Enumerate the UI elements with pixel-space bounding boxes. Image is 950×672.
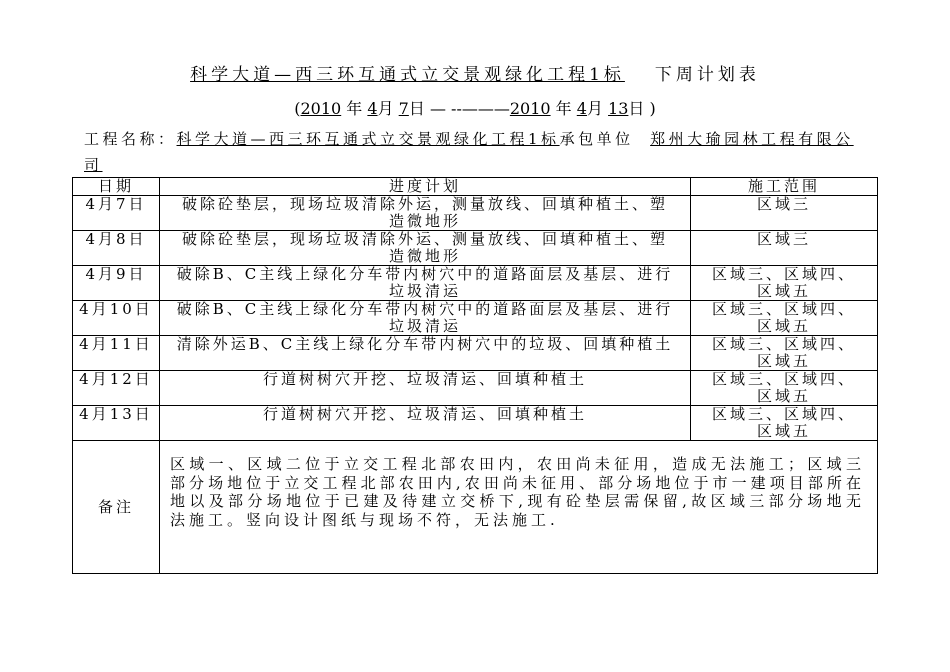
- document-title: [0, 60, 950, 85]
- start-month: 4: [367, 99, 378, 118]
- row-area: 区域三、区域四、区域五: [691, 301, 878, 336]
- year-char: 年: [341, 99, 368, 118]
- title-main: 科学大道—西三环互通式立交景观绿化工程1标: [190, 65, 625, 85]
- row-plan: 清除外运B、C主线上绿化分车带内树穴中的垃圾、回填种植土: [160, 336, 691, 371]
- end-month: 4: [576, 99, 587, 118]
- row-date: 4月11日: [73, 336, 160, 371]
- schedule-table: [72, 177, 878, 574]
- row-area: 区域三、区域四、区域五: [691, 371, 878, 406]
- header-plan: 进度计划: [160, 178, 691, 196]
- day-char-2: 日 ): [628, 99, 656, 118]
- table-row: [73, 336, 878, 371]
- row-date: 4月7日: [73, 196, 160, 231]
- row-date: 4月10日: [73, 301, 160, 336]
- notes-text: 区域一、区域二位于立交工程北部农田内，农田尚未征用，造成无法施工；区域三部分场地位于立交工程北部农田内,农田尚未征用、部分场地位于市一建项目部所在地以及部分场地位于已建及待建立交桥下,现有砼垫层需保留,故区域三部分场地无法施工。竖向设计图纸与现场不符，无法施工.: [160, 441, 878, 574]
- row-plan: 破除B、C主线上绿化分车带内树穴中的道路面层及基层、进行垃圾清运: [160, 301, 691, 336]
- project-name: 科学大道—西三环互通式立交景观绿化工程1标: [176, 130, 560, 148]
- table-row: [73, 301, 878, 336]
- start-day: 7: [398, 99, 409, 118]
- year-char-2: 年: [550, 99, 577, 118]
- row-area: 区域三、区域四、区域五: [691, 266, 878, 301]
- end-year: 2010: [509, 99, 551, 118]
- month-char-2: 月: [586, 99, 609, 118]
- header-date: 日期: [73, 178, 160, 196]
- paren-open: (: [294, 99, 301, 118]
- row-date: 4月12日: [73, 371, 160, 406]
- row-area: 区域三: [691, 231, 878, 266]
- header-area: 施工范围: [691, 178, 878, 196]
- row-plan: 破除砼垫层，现场垃圾清除外运、测量放线、回填种植土、塑造微地形: [160, 231, 691, 266]
- project-name-label: 工程名称：: [84, 130, 177, 148]
- table-row: [73, 231, 878, 266]
- table-row: [73, 406, 878, 441]
- title-suffix: 下周计划表: [654, 65, 760, 85]
- row-area: 区域三: [691, 196, 878, 231]
- notes-label: 备注: [73, 441, 160, 574]
- contractor-label: 承包单位: [559, 130, 634, 148]
- end-day: 13: [608, 99, 629, 118]
- row-plan: 破除砼垫层，现场垃圾清除外运，测量放线、回填种植土、塑造微地形: [160, 196, 691, 231]
- month-char: 月: [377, 99, 399, 118]
- project-info: [84, 126, 874, 178]
- row-area: 区域三、区域四、区域五: [691, 406, 878, 441]
- day-char: 日: [408, 99, 425, 118]
- row-date: 4月9日: [73, 266, 160, 301]
- range-separator: — --———: [424, 99, 510, 118]
- contractor-name: 郑州大瑜园林工程有限公司: [84, 130, 854, 174]
- row-date: 4月8日: [73, 231, 160, 266]
- row-area: 区域三、区域四、区域五: [691, 336, 878, 371]
- row-plan: 行道树树穴开挖、垃圾清运、回填种植土: [160, 371, 691, 406]
- table-header-row: [73, 178, 878, 196]
- table-row: [73, 196, 878, 231]
- start-year: 2010: [300, 99, 342, 118]
- date-range: [0, 96, 950, 119]
- row-plan: 破除B、C主线上绿化分车带内树穴中的道路面层及基层、进行垃圾清运: [160, 266, 691, 301]
- table-row: [73, 266, 878, 301]
- row-date: 4月13日: [73, 406, 160, 441]
- row-plan: 行道树树穴开挖、垃圾清运、回填种植土: [160, 406, 691, 441]
- table-row: [73, 371, 878, 406]
- notes-row: [73, 441, 878, 574]
